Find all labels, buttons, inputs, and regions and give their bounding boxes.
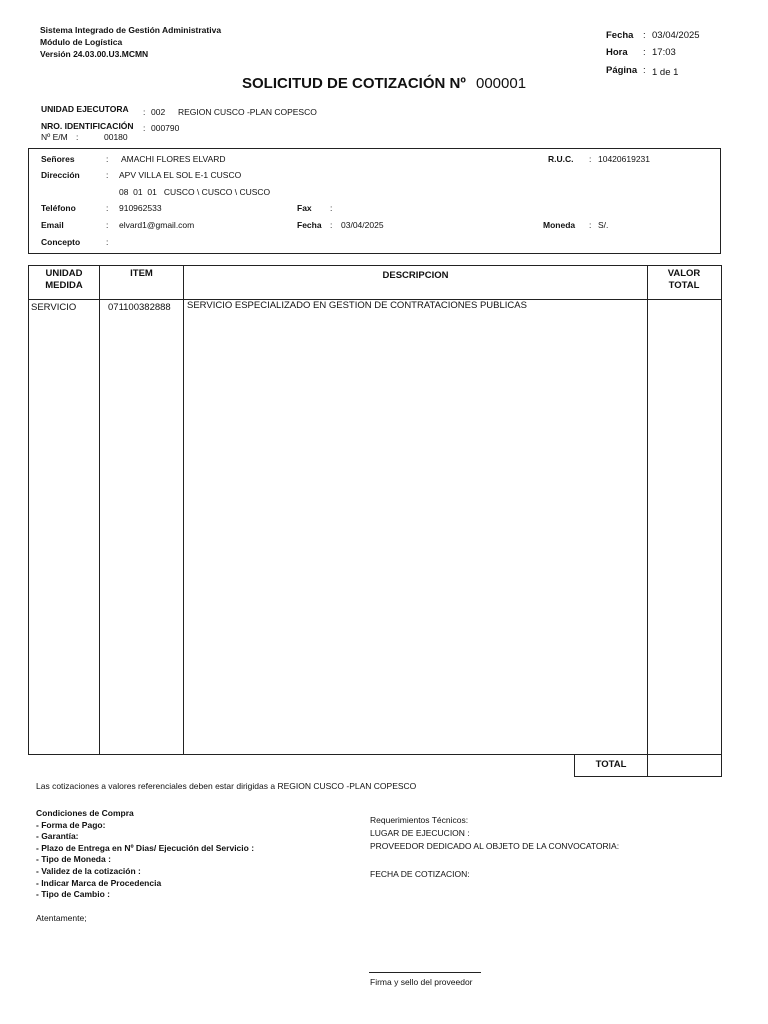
col-divider-1 bbox=[99, 265, 100, 755]
title-text: SOLICITUD DE COTIZACIÓN Nº bbox=[242, 75, 466, 92]
col-divider-3 bbox=[647, 265, 648, 755]
nem-value: 00180 bbox=[104, 132, 128, 142]
system-header bbox=[40, 24, 221, 60]
col-header-descripcion: DESCRIPCION bbox=[382, 270, 449, 281]
col-header-item: ITEM bbox=[130, 268, 153, 279]
identificacion-value: 000790 bbox=[151, 123, 180, 133]
condicion-item: - Tipo de Moneda : bbox=[36, 854, 111, 865]
unidad-label: UNIDAD EJECUTORA bbox=[41, 104, 129, 114]
col-divider-2 bbox=[183, 265, 184, 755]
ruc-colon: : bbox=[589, 154, 592, 164]
note-text: Las cotizaciones a valores referenciales deben estar dirigidas a REGION CUSCO -PLAN COPESCO bbox=[36, 781, 417, 791]
items-table bbox=[28, 265, 722, 755]
system-version: Versión 24.03.00.U3.MCMN bbox=[40, 49, 149, 59]
closing-text: Atentamente; bbox=[36, 913, 87, 923]
concepto-label: Concepto bbox=[41, 237, 81, 247]
lugar-ejecucion: LUGAR DE EJECUCION : bbox=[370, 828, 470, 838]
row-unidad: SERVICIO bbox=[31, 302, 77, 313]
moneda-value: S/. bbox=[598, 220, 609, 230]
fecha-label: Fecha bbox=[606, 30, 634, 41]
telefono-value: 910962533 bbox=[119, 203, 162, 213]
identificacion-colon: : bbox=[143, 123, 146, 133]
fax-label: Fax bbox=[297, 203, 312, 213]
senores-colon: : bbox=[106, 154, 109, 164]
direccion-value: APV VILLA EL SOL E-1 CUSCO bbox=[119, 170, 242, 180]
row-item: 071100382888 bbox=[108, 302, 171, 313]
telefono-label: Teléfono bbox=[41, 203, 76, 213]
system-module: Módulo de Logística bbox=[40, 37, 123, 47]
fecha-value: 03/04/2025 bbox=[652, 30, 700, 41]
condicion-item: - Forma de Pago: bbox=[36, 819, 106, 830]
fecha-cotizacion: FECHA DE COTIZACION: bbox=[370, 869, 470, 879]
prov-fecha-label: Fecha bbox=[297, 220, 322, 230]
col-header-unidad: UNIDAD MEDIDA bbox=[45, 268, 83, 291]
ruc-value: 10420619231 bbox=[598, 154, 651, 164]
concepto-colon: : bbox=[106, 237, 109, 247]
condiciones-block bbox=[36, 808, 254, 901]
moneda-colon: : bbox=[589, 220, 592, 230]
total-label: TOTAL bbox=[595, 759, 627, 770]
senores-value: AMACHI FLORES ELVARD bbox=[121, 154, 226, 164]
condicion-item: - Validez de la cotización : bbox=[36, 865, 141, 876]
prov-fecha-colon: : bbox=[330, 220, 333, 230]
title-number: 000001 bbox=[475, 75, 527, 92]
signature-label: Firma y sello del proveedor bbox=[370, 977, 473, 987]
col-header-valor: VALOR TOTAL bbox=[667, 268, 701, 291]
nem-colon: : bbox=[76, 132, 79, 142]
page-title bbox=[242, 75, 526, 92]
condiciones-title: Condiciones de Compra bbox=[36, 808, 134, 818]
pagina-colon: : bbox=[643, 65, 646, 76]
condicion-item: - Plazo de Entrega en Nº Dias/ Ejecución del Servicio : bbox=[36, 842, 255, 853]
condicion-item: - Garantía: bbox=[36, 831, 79, 842]
hora-value: 17:03 bbox=[652, 47, 676, 58]
identificacion-label: NRO. IDENTIFICACIÓN bbox=[41, 121, 134, 131]
signature-line bbox=[369, 972, 481, 973]
email-value: elvard1@gmail.com bbox=[119, 220, 195, 230]
unidad-colon: : bbox=[143, 107, 146, 117]
email-label: Email bbox=[41, 220, 64, 230]
unidad-code: 002 bbox=[151, 107, 166, 117]
direccion-colon: : bbox=[106, 170, 109, 180]
email-colon: : bbox=[106, 220, 109, 230]
condicion-item: - Tipo de Cambio : bbox=[36, 889, 110, 900]
hora-colon: : bbox=[643, 47, 646, 58]
senores-label: Señores bbox=[41, 154, 75, 164]
system-name: Sistema Integrado de Gestión Administrativa bbox=[40, 25, 222, 35]
condicion-item: - Indicar Marca de Procedencia bbox=[36, 877, 162, 888]
row-descripcion: SERVICIO ESPECIALIZADO EN GESTION DE CONTRATACIONES PUBLICAS bbox=[187, 300, 527, 311]
ubigeo-value: 08 01 01 CUSCO \ CUSCO \ CUSCO bbox=[119, 187, 271, 197]
requerimientos-title: Requerimientos Técnicos: bbox=[370, 815, 469, 825]
direccion-label: Dirección bbox=[41, 170, 80, 180]
nem-label: Nº E/M bbox=[41, 132, 68, 142]
moneda-label: Moneda bbox=[543, 220, 576, 230]
fax-colon: : bbox=[330, 203, 333, 213]
prov-fecha-value: 03/04/2025 bbox=[341, 220, 384, 230]
ruc-label: R.U.C. bbox=[548, 154, 574, 164]
fecha-colon: : bbox=[643, 30, 646, 41]
pagina-value: 1 de 1 bbox=[652, 67, 679, 78]
unidad-name: REGION CUSCO -PLAN COPESCO bbox=[178, 107, 317, 117]
hora-label: Hora bbox=[606, 47, 628, 58]
proveedor-dedicado: PROVEEDOR DEDICADO AL OBJETO DE LA CONVOCATORIA: bbox=[370, 841, 620, 851]
pagina-label: Página bbox=[606, 65, 638, 76]
telefono-colon: : bbox=[106, 203, 109, 213]
